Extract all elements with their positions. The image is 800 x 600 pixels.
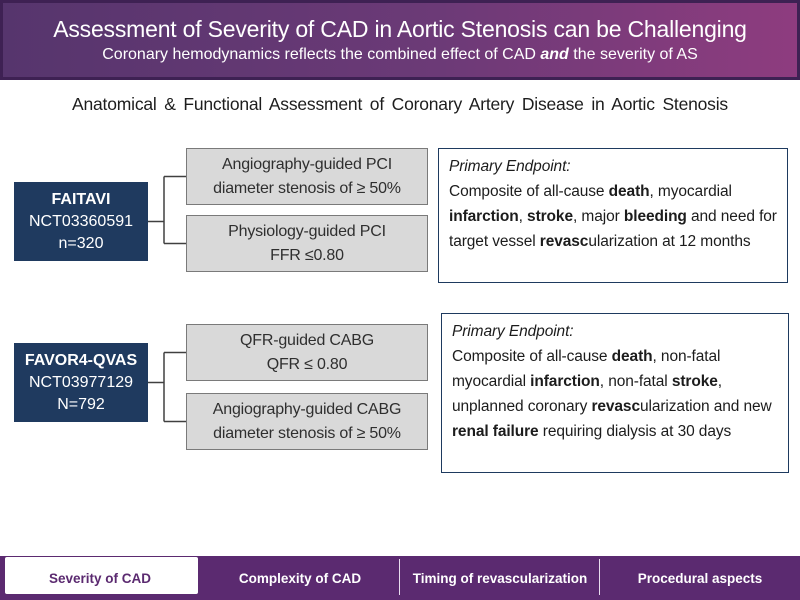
- bottom-tab-bar: [0, 556, 800, 600]
- arm-box-physiology-pci: [186, 215, 428, 272]
- slide-subtitle: [102, 46, 698, 64]
- trial-registry: NCT03977129: [28, 373, 134, 391]
- trial-name: FAITAVI: [51, 190, 111, 208]
- tab-severity-of-cad[interactable]: [0, 556, 200, 600]
- trial-name: FAVOR4-QVAS: [24, 351, 138, 369]
- tab-label: Timing of revascularization: [412, 570, 588, 586]
- endpoint-label: Primary Endpoint:: [449, 158, 571, 175]
- arm-line-2: diameter stenosis of ≥ 50%: [213, 424, 401, 442]
- tab-label: Procedural aspects: [637, 570, 763, 586]
- arm-box-angio-cabg: [186, 393, 428, 450]
- tab-label: Complexity of CAD: [238, 570, 362, 586]
- endpoint-box-faitavi: [438, 148, 788, 283]
- slide-header: [0, 0, 800, 80]
- arm-line-1: Angiography-guided PCI: [222, 155, 392, 173]
- section-heading: Anatomical & Functional Assessment of Coronary Artery Disease in Aortic Stenosis: [72, 94, 728, 114]
- arm-line-1: Angiography-guided CABG: [212, 400, 402, 418]
- tab-divider: [399, 559, 400, 595]
- tab-timing-of-revascularization[interactable]: [400, 556, 600, 600]
- trial-enrollment: N=792: [57, 395, 105, 413]
- arm-line-1: Physiology-guided PCI: [228, 222, 386, 240]
- tab-label: Severity of CAD: [48, 570, 152, 586]
- trial-box-faitavi: [14, 182, 148, 261]
- tab-procedural-aspects[interactable]: [600, 556, 800, 600]
- trial-enrollment: n=320: [58, 234, 104, 252]
- arm-line-2: QFR ≤ 0.80: [266, 355, 348, 373]
- arm-box-qfr-cabg: [186, 324, 428, 381]
- endpoint-text: Composite of all-cause death, myocardial infarction, stroke, major bleeding and need for target vessel revascularization at 12 months: [449, 183, 777, 250]
- subtitle-prefix: Coronary hemodynamics reflects the combined effect of CAD: [102, 46, 541, 63]
- subtitle-emphasis: and: [540, 46, 569, 63]
- arm-box-angio-pci: [186, 148, 428, 205]
- endpoint-box-favor4-qvas: [441, 313, 789, 473]
- tab-complexity-of-cad[interactable]: [200, 556, 400, 600]
- arm-line-2: diameter stenosis of ≥ 50%: [213, 179, 401, 197]
- subtitle-suffix: the severity of AS: [568, 46, 698, 63]
- endpoint-text: Composite of all-cause death, non-fatal myocardial infarction, non-fatal stroke, unplanned coronary revascularization and new renal failure requiring dialysis at 30 days: [452, 348, 772, 440]
- tab-divider: [599, 559, 600, 595]
- arm-line-1: QFR-guided CABG: [240, 331, 374, 349]
- arm-line-2: FFR ≤0.80: [270, 246, 344, 264]
- trial-registry: NCT03360591: [28, 212, 134, 230]
- trial-box-favor4-qvas: [14, 343, 148, 422]
- slide-title: Assessment of Severity of CAD in Aortic Stenosis can be Challenging: [53, 16, 747, 42]
- endpoint-label: Primary Endpoint:: [452, 323, 574, 340]
